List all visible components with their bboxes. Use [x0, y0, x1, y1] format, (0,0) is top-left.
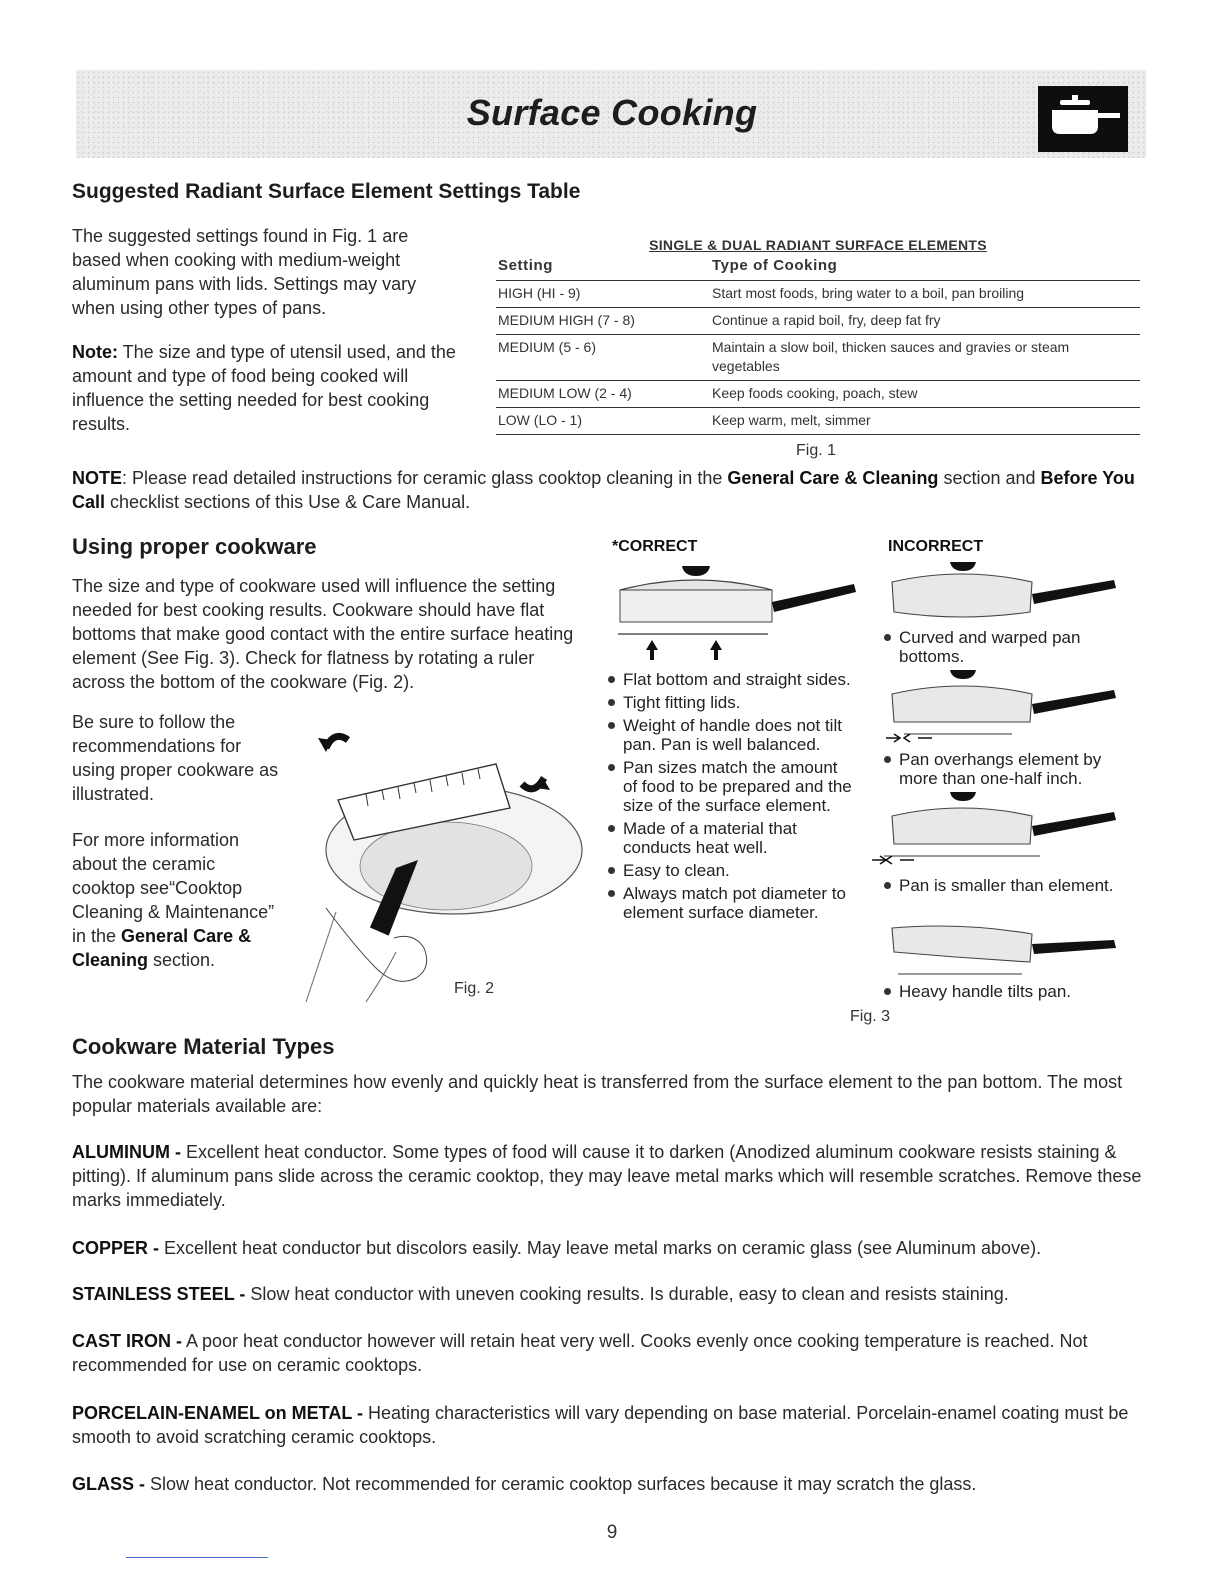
material-text: Excellent heat conductor. Some types of food will cause it to darken (Anodized aluminum cookware resists staining & pitting). If aluminum pans slide across the ceramic cooktop, they may leave metal marks which will resemble scratches. Remove these marks immediately.: [72, 1142, 1142, 1210]
type-cell: Start most foods, bring water to a boil, pan broiling: [710, 281, 1140, 308]
material-item: [72, 1236, 1152, 1260]
cookware-para1: The size and type of cookware used will influence the setting needed for best cooking results. Cookware should have flat bottoms that make good contact with the entire surface heating element (See Fig. 3). Check for flatness by rotating a ruler across the bottom of the cookware (Fig. 2).: [72, 576, 574, 692]
material-name: STAINLESS STEEL -: [72, 1284, 246, 1304]
fig3-label: Fig. 3: [850, 1008, 891, 1025]
fig1-label: Fig. 1: [796, 442, 837, 459]
list-item: Pan sizes match the amount of food to be prepared and the size of the surface element.: [606, 758, 856, 815]
list-item: Always match pot diameter to element surface diameter.: [606, 884, 856, 922]
material-item: [72, 1401, 1152, 1449]
para3-ref: General Care & Cleaning: [72, 926, 252, 970]
list-item: Weight of handle does not tilt pan. Pan is well balanced.: [606, 716, 856, 754]
table-row: [496, 381, 1140, 408]
list-item: Made of a material that conducts heat well.: [606, 819, 856, 857]
setting-cell: MEDIUM HIGH (7 - 8): [496, 308, 710, 335]
fig2-label: Fig. 2: [454, 980, 495, 997]
heavy-handle-pan-illustration: [882, 918, 1122, 980]
material-item: [72, 1140, 1152, 1212]
cleaning-note-text: section and: [938, 468, 1041, 488]
cleaning-note: [72, 466, 1162, 514]
small-pan-illustration: [870, 790, 1122, 870]
col-setting-header: Setting: [496, 255, 710, 281]
incorrect-item: Curved and warped pan bottoms.: [882, 628, 1122, 666]
page-number: 9: [606, 1522, 618, 1543]
table-row: [496, 281, 1140, 308]
settings-intro: The suggested settings found in Fig. 1 are based when cooking with medium-weight aluminum pans with lids. Settings may vary when using other types of pans.: [72, 226, 417, 318]
warped-pan-illustration: [882, 560, 1122, 624]
settings-note: [72, 340, 472, 436]
type-cell: Maintain a slow boil, thicken sauces and gravies or steam vegetables: [710, 335, 1140, 381]
cleaning-note-text: checklist sections of this Use & Care Manual.: [105, 492, 471, 512]
material-text: Slow heat conductor with uneven cooking results. Is durable, easy to clean and resists staining.: [245, 1284, 1009, 1304]
col-type-header: Type of Cooking: [710, 255, 1140, 281]
correct-pan-illustration: [606, 562, 866, 666]
table-caption: SINGLE & DUAL RADIANT SURFACE ELEMENTS: [649, 237, 987, 253]
material-item: [72, 1329, 1152, 1377]
para3-end: section.: [148, 950, 216, 970]
table-row: [496, 308, 1140, 335]
footer-line: [126, 1557, 268, 1558]
page-title: Surface Cooking: [466, 92, 758, 133]
list-item: Flat bottom and straight sides.: [606, 670, 856, 689]
material-text: Slow heat conductor. Not recommended for ceramic cooktop surfaces because it may scratch the glass.: [145, 1474, 977, 1494]
material-item: [72, 1282, 1152, 1306]
ruler-check-illustration: [296, 718, 586, 1004]
material-name: COPPER -: [72, 1238, 160, 1258]
cooking-pan-icon: [1038, 86, 1128, 152]
cookware-section-title: Using proper cookware: [72, 534, 317, 559]
cookware-para2: Be sure to follow the recommendations for using proper cookware as illustrated.: [72, 712, 279, 804]
incorrect-item: Heavy handle tilts pan.: [882, 982, 1122, 1001]
cleaning-note-label: NOTE: [72, 468, 123, 488]
cleaning-note-text: : Please read detailed instructions for ceramic glass cooktop cleaning in the: [122, 468, 728, 488]
material-name: GLASS -: [72, 1474, 146, 1494]
material-item: [72, 1472, 1152, 1496]
material-text: Heating characteristics will vary depending on base material. Porcelain-enamel coating must be smooth to avoid scratching ceramic cooktops.: [72, 1403, 1129, 1447]
note-label: Note:: [72, 342, 118, 362]
para3-text: For more information about the ceramic cooktop see“Cooktop Cleaning & Maintenance” in the: [72, 830, 275, 946]
setting-cell: LOW (LO - 1): [496, 408, 710, 435]
cleaning-note-ref: General Care & Cleaning: [727, 468, 939, 488]
setting-cell: HIGH (HI - 9): [496, 281, 710, 308]
materials-section-title: Cookware Material Types: [72, 1034, 335, 1059]
incorrect-heading: INCORRECT: [888, 538, 984, 555]
type-cell: Continue a rapid boil, fry, deep fat fry: [710, 308, 1140, 335]
type-cell: Keep warm, melt, simmer: [710, 408, 1140, 435]
note-text: The size and type of utensil used, and the amount and type of food being cooked will influence the setting needed for best cooking results.: [72, 342, 456, 434]
materials-intro: The cookware material determines how evenly and quickly heat is transferred from the surface element to the pan bottom. The most popular materials available are:: [72, 1072, 1123, 1116]
material-text: A poor heat conductor however will retain heat very well. Cooks evenly once cooking temperature is reached. Not recommended for use on ceramic cooktops.: [72, 1331, 1088, 1375]
cookware-para3: [72, 828, 282, 972]
list-item: Easy to clean.: [606, 861, 856, 880]
settings-table: [496, 236, 1140, 435]
overhang-pan-illustration: [882, 668, 1122, 748]
table-row: [496, 408, 1140, 435]
list-item: Tight fitting lids.: [606, 693, 856, 712]
material-name: PORCELAIN-ENAMEL on METAL -: [72, 1403, 363, 1423]
table-row: [496, 335, 1140, 381]
incorrect-item: Pan overhangs element by more than one-half inch.: [882, 750, 1122, 788]
setting-cell: MEDIUM LOW (2 - 4): [496, 381, 710, 408]
material-text: Excellent heat conductor but discolors easily. May leave metal marks on ceramic glass (see Aluminum above).: [159, 1238, 1042, 1258]
incorrect-item: Pan is smaller than element.: [882, 876, 1122, 895]
correct-heading: *CORRECT: [612, 538, 698, 555]
correct-list: [606, 670, 856, 926]
type-cell: Keep foods cooking, poach, stew: [710, 381, 1140, 408]
setting-cell: MEDIUM (5 - 6): [496, 335, 710, 381]
cleaning-note-ref: Before You Call: [72, 468, 1135, 512]
material-name: CAST IRON -: [72, 1331, 182, 1351]
material-name: ALUMINUM -: [72, 1142, 181, 1162]
settings-section-title: Suggested Radiant Surface Element Settings Table: [72, 180, 581, 203]
